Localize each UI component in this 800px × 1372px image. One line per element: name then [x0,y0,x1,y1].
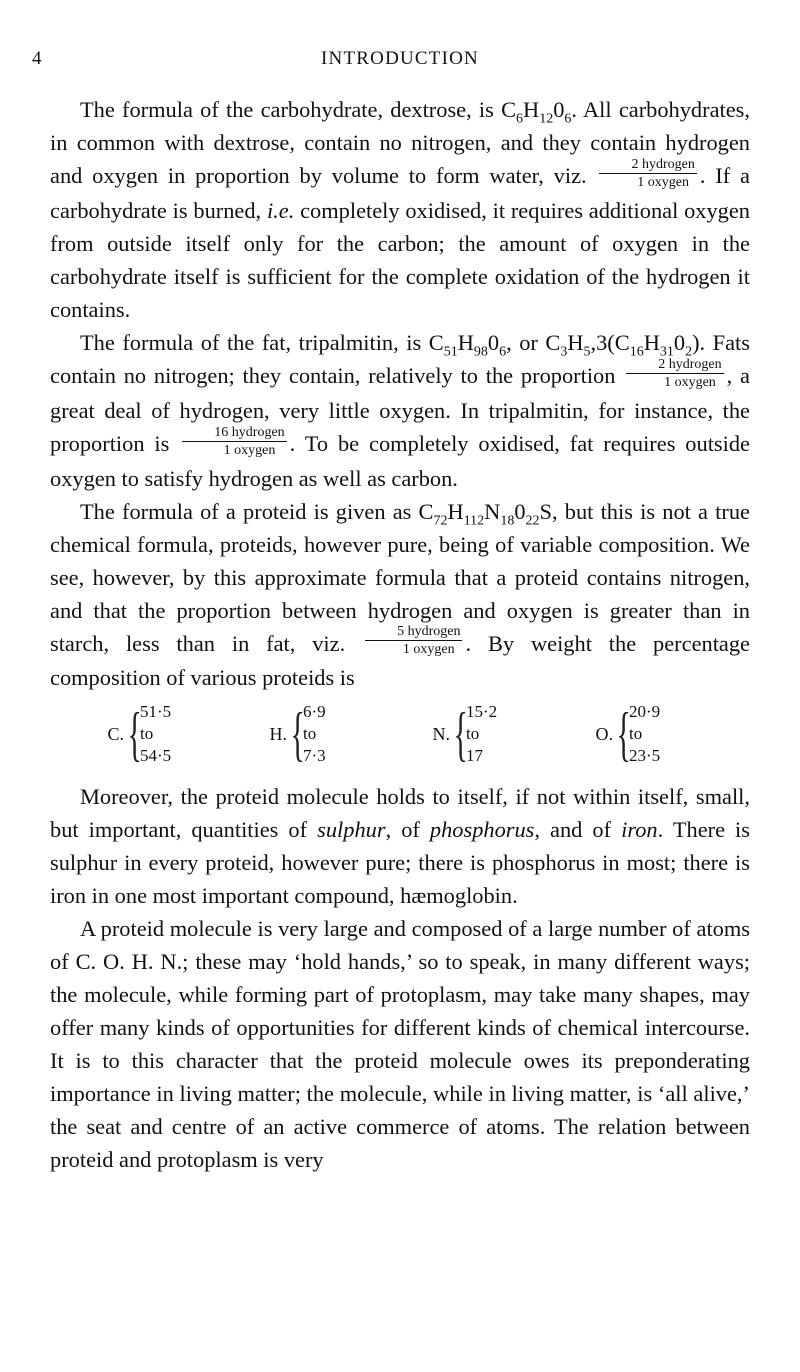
fraction-fat-water: $\frac{\text{2 hydrogen}}{\text{1 oxygen}}$ [626,358,723,390]
fraction-water: $\frac{\text{2 hydrogen}}{\text{1 oxygen}}$ [599,158,696,190]
range-hydrogen: H. { 6·9 to 7·3 [269,701,326,768]
paragraph-carbohydrate: The formula of the carbohydrate, dextrose, is $C_6H_{12}0_6$. All carbohydrates, in common with dextrose, contain no nitrogen, and they contain hydrogen and oxygen in proportion by volume to form water, viz. $\frac{\text{2 hydrogen}}{\text{1 oxygen}}$ . If a carbohydrate is burned, i.e. completely oxidised, it requires additional oxygen from outside itself only for the carbon; the amount of oxygen in the carbohydrate itself is sufficient for the complete oxidation of the hydrogen it contains. [50,97,750,322]
range-carbon: C. { 51·5 to 54·5 [107,701,172,768]
page-header [32,40,768,80]
composition-ranges [98,698,750,770]
page-number: 4 [32,48,42,69]
running-title: INTRODUCTION [321,48,479,69]
body-text [50,93,750,1176]
range-nitrogen: N. { 15·2 to 17 [432,701,498,768]
fraction-proteid: $\frac{\text{5 hydrogen}}{\text{1 oxygen}}$ [365,625,462,657]
range-oxygen: O. { 20·9 to 23·5 [595,701,661,768]
paragraph-fat: The formula of the fat, tripalmitin, is $C_{51}H_{98}0_6$, or $C_3H_5,3(C_{16}H_{31}0_2)$. Fats contain no nitrogen; they contain, relatively to the proportion $\frac{\text{2 hydrogen}}{\text{1 oxygen}}$ , a great deal of hydrogen, very little oxygen. In tripalmitin, for instance, the proportion is $\frac{\text{16 hydrogen}}{\text{1 oxygen}}$ . To be completely oxidised, fat requires outside oxygen to satisfy hydrogen as well as carbon. [50,329,750,491]
paragraph-sulphur: Moreover, the proteid molecule holds to itself, if not within itself, small, but important, quantities of sulphur, of phosphorus, and of iron. There is sulphur in every proteid, however pure; there is phosphorus in most; there is iron in one most important compound, hæmoglobin. [50,784,750,909]
paragraph-molecule: A proteid molecule is very large and composed of a large number of atoms of C. O. H. N.; these may ‘hold hands,’ so to speak, in many different ways; the molecule, while forming part of protoplasm, may take many shapes, may offer many kinds of opportunities for different kinds of chemical intercourse. It is to this character that the proteid molecule owes its preponderating importance in living matter; the molecule, while in living matter, is ‘all alive,’ the seat and centre of an active commerce of atoms. The relation between proteid and protoplasm is very [50,916,750,1173]
paragraph-proteid: The formula of a proteid is given as $C_{72}H_{112}N_{18}0_{22}S$, but this is not a true chemical formula, proteids, however pure, being of variable composition. We see, however, by this approximate formula that a proteid contains nitrogen, and that the proportion between hydrogen and oxygen is greater than in starch, less than in fat, viz. $\frac{\text{5 hydrogen}}{\text{1 oxygen}}$ . By weight the percentage composition of various proteids is [50,498,750,691]
fraction-tripalmitin: $\frac{\text{16 hydrogen}}{\text{1 oxygen}}$ [182,426,286,458]
